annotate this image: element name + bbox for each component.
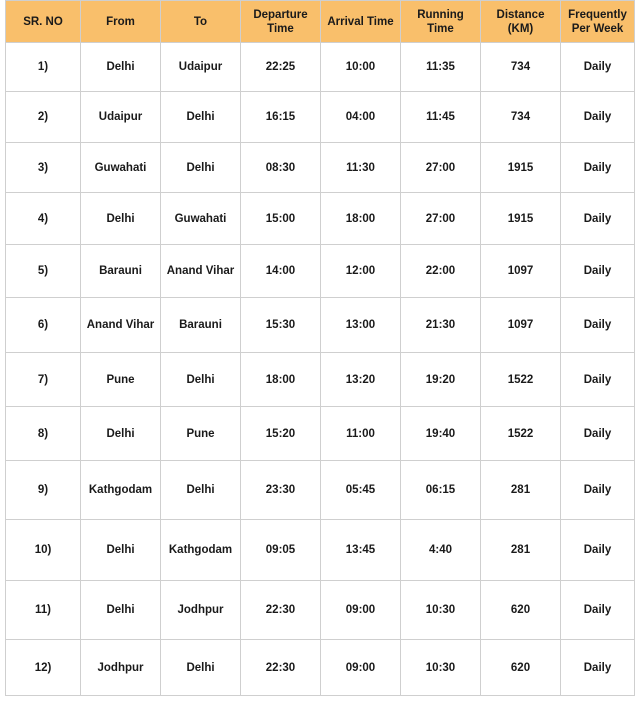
sr-no-cell: 7) bbox=[6, 353, 81, 407]
arrival-cell: 05:45 bbox=[321, 461, 401, 520]
running-time-cell: 19:40 bbox=[401, 407, 481, 461]
header-row bbox=[6, 1, 635, 43]
running-time-cell: 4:40 bbox=[401, 520, 481, 581]
distance-cell: 1522 bbox=[481, 407, 561, 461]
departure-cell: 23:30 bbox=[241, 461, 321, 520]
header-arrival-time: Arrival Time bbox=[321, 1, 401, 43]
arrival-cell: 09:00 bbox=[321, 581, 401, 640]
from-cell: Delhi bbox=[81, 581, 161, 640]
arrival-cell: 11:00 bbox=[321, 407, 401, 461]
to-cell: Udaipur bbox=[161, 43, 241, 92]
header-to: To bbox=[161, 1, 241, 43]
frequency-cell: Daily bbox=[561, 640, 635, 696]
sr-no-cell: 11) bbox=[6, 581, 81, 640]
from-cell: Delhi bbox=[81, 520, 161, 581]
distance-cell: 1097 bbox=[481, 245, 561, 298]
to-cell: Barauni bbox=[161, 298, 241, 353]
running-time-cell: 11:45 bbox=[401, 92, 481, 143]
table-row bbox=[6, 640, 635, 696]
to-cell: Delhi bbox=[161, 640, 241, 696]
table-row bbox=[6, 92, 635, 143]
header-from: From bbox=[81, 1, 161, 43]
frequency-cell: Daily bbox=[561, 43, 635, 92]
distance-cell: 620 bbox=[481, 581, 561, 640]
sr-no-cell: 12) bbox=[6, 640, 81, 696]
from-cell: Guwahati bbox=[81, 143, 161, 193]
table-row bbox=[6, 353, 635, 407]
table-row bbox=[6, 193, 635, 245]
header-running-time: Running Time bbox=[401, 1, 481, 43]
departure-cell: 18:00 bbox=[241, 353, 321, 407]
to-cell: Kathgodam bbox=[161, 520, 241, 581]
running-time-cell: 21:30 bbox=[401, 298, 481, 353]
frequency-cell: Daily bbox=[561, 245, 635, 298]
departure-cell: 16:15 bbox=[241, 92, 321, 143]
sr-no-cell: 10) bbox=[6, 520, 81, 581]
distance-cell: 281 bbox=[481, 461, 561, 520]
sr-no-cell: 8) bbox=[6, 407, 81, 461]
from-cell: Jodhpur bbox=[81, 640, 161, 696]
from-cell: Delhi bbox=[81, 193, 161, 245]
frequency-cell: Daily bbox=[561, 193, 635, 245]
distance-cell: 1097 bbox=[481, 298, 561, 353]
frequency-cell: Daily bbox=[561, 520, 635, 581]
header-departure-time: Departure Time bbox=[241, 1, 321, 43]
from-cell: Delhi bbox=[81, 43, 161, 92]
arrival-cell: 13:00 bbox=[321, 298, 401, 353]
header-distance: Distance (KM) bbox=[481, 1, 561, 43]
table-row bbox=[6, 298, 635, 353]
from-cell: Delhi bbox=[81, 407, 161, 461]
from-cell: Barauni bbox=[81, 245, 161, 298]
running-time-cell: 06:15 bbox=[401, 461, 481, 520]
header-frequency: Frequently Per Week bbox=[561, 1, 635, 43]
table-body bbox=[6, 43, 635, 696]
sr-no-cell: 6) bbox=[6, 298, 81, 353]
table-row bbox=[6, 407, 635, 461]
frequency-cell: Daily bbox=[561, 143, 635, 193]
sr-no-cell: 2) bbox=[6, 92, 81, 143]
to-cell: Delhi bbox=[161, 143, 241, 193]
departure-cell: 15:30 bbox=[241, 298, 321, 353]
departure-cell: 15:20 bbox=[241, 407, 321, 461]
table-row bbox=[6, 581, 635, 640]
departure-cell: 22:30 bbox=[241, 581, 321, 640]
arrival-cell: 13:20 bbox=[321, 353, 401, 407]
distance-cell: 1915 bbox=[481, 193, 561, 245]
table-row bbox=[6, 461, 635, 520]
to-cell: Anand Vihar bbox=[161, 245, 241, 298]
sr-no-cell: 9) bbox=[6, 461, 81, 520]
running-time-cell: 27:00 bbox=[401, 143, 481, 193]
header-sr-no: SR. NO bbox=[6, 1, 81, 43]
table-row bbox=[6, 143, 635, 193]
to-cell: Delhi bbox=[161, 461, 241, 520]
to-cell: Guwahati bbox=[161, 193, 241, 245]
frequency-cell: Daily bbox=[561, 92, 635, 143]
arrival-cell: 13:45 bbox=[321, 520, 401, 581]
from-cell: Kathgodam bbox=[81, 461, 161, 520]
distance-cell: 281 bbox=[481, 520, 561, 581]
from-cell: Anand Vihar bbox=[81, 298, 161, 353]
arrival-cell: 10:00 bbox=[321, 43, 401, 92]
departure-cell: 15:00 bbox=[241, 193, 321, 245]
departure-cell: 08:30 bbox=[241, 143, 321, 193]
table-row bbox=[6, 245, 635, 298]
frequency-cell: Daily bbox=[561, 353, 635, 407]
to-cell: Delhi bbox=[161, 92, 241, 143]
frequency-cell: Daily bbox=[561, 298, 635, 353]
running-time-cell: 11:35 bbox=[401, 43, 481, 92]
frequency-cell: Daily bbox=[561, 581, 635, 640]
running-time-cell: 10:30 bbox=[401, 640, 481, 696]
distance-cell: 1915 bbox=[481, 143, 561, 193]
departure-cell: 22:30 bbox=[241, 640, 321, 696]
from-cell: Udaipur bbox=[81, 92, 161, 143]
to-cell: Delhi bbox=[161, 353, 241, 407]
frequency-cell: Daily bbox=[561, 407, 635, 461]
from-cell: Pune bbox=[81, 353, 161, 407]
sr-no-cell: 1) bbox=[6, 43, 81, 92]
distance-cell: 1522 bbox=[481, 353, 561, 407]
arrival-cell: 04:00 bbox=[321, 92, 401, 143]
arrival-cell: 09:00 bbox=[321, 640, 401, 696]
running-time-cell: 27:00 bbox=[401, 193, 481, 245]
running-time-cell: 10:30 bbox=[401, 581, 481, 640]
distance-cell: 734 bbox=[481, 43, 561, 92]
table-row bbox=[6, 43, 635, 92]
distance-cell: 734 bbox=[481, 92, 561, 143]
arrival-cell: 18:00 bbox=[321, 193, 401, 245]
sr-no-cell: 3) bbox=[6, 143, 81, 193]
departure-cell: 09:05 bbox=[241, 520, 321, 581]
to-cell: Jodhpur bbox=[161, 581, 241, 640]
table-row bbox=[6, 520, 635, 581]
running-time-cell: 19:20 bbox=[401, 353, 481, 407]
running-time-cell: 22:00 bbox=[401, 245, 481, 298]
to-cell: Pune bbox=[161, 407, 241, 461]
schedule-table bbox=[5, 0, 635, 696]
departure-cell: 14:00 bbox=[241, 245, 321, 298]
sr-no-cell: 4) bbox=[6, 193, 81, 245]
distance-cell: 620 bbox=[481, 640, 561, 696]
sr-no-cell: 5) bbox=[6, 245, 81, 298]
arrival-cell: 12:00 bbox=[321, 245, 401, 298]
departure-cell: 22:25 bbox=[241, 43, 321, 92]
arrival-cell: 11:30 bbox=[321, 143, 401, 193]
train-schedule bbox=[5, 0, 634, 696]
frequency-cell: Daily bbox=[561, 461, 635, 520]
